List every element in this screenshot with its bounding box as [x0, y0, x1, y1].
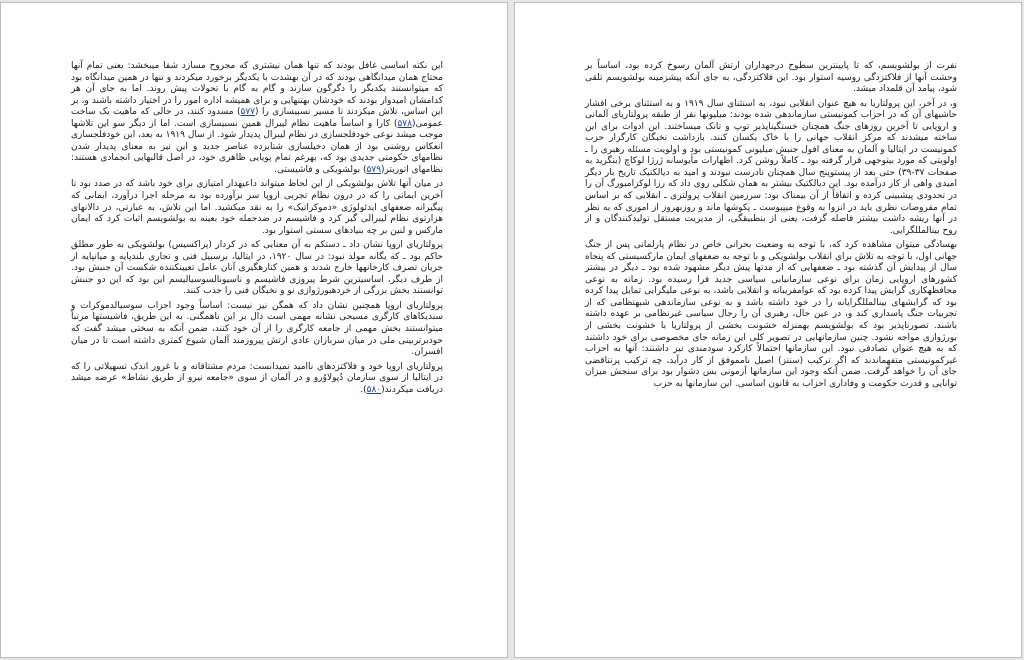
paragraph-text: ) مسدود کنند، در حالی که ماهیت یک ساخت عمومی(	[71, 107, 443, 129]
footnote-reference-link[interactable]: ۵۸۰	[366, 384, 382, 395]
paragraph-text: بهسادگی میتوان مشاهده کرد که، با توجه به وضعیت بحرانی خاص در نظام پارلمانی پس از جنگ جهانی اول، با توجه به تلاش برای انقلاب بولشویکی و با توجه به ضعفهای ایمان مارکسیستی که پنجاه سال از پیدایش آن گذشته بود ـ ضعفهایی که از مدتها پیش دیگر مشهود شده بود ـ دیگر در بیشتر کشورهای اروپایی زمان برای نوعی سازمانیابی سیاسی جدید فرا رسیده بود. زمانه به نوعی محافظهکاری گرایش پیدا کرده بود که عوامفریبانه و انقلابی باشد، به نوعی ملیگرایی تمایل پیدا کرده بود که گرایشهای بینالمللگرایانه را در خود داشته باشد و به نوعی سازماندهی شبهنظامی که از تجربیات جنگ پاسداری کند و، در عین حال، رهبری آن را رجال سیاسی غیرنظامی بر عهده داشته باشند. تصورناپذیر بود که بولشویسم بهمنزله خشونت بخشی از پرولتاریا با خشونت بخشی از بورژوازی مواجه نشود. چنین سازمانهایی در تصویر کلی این زمانه جای مخصوصی برای خود داشتند که به هیچ عنوان تصادفی نبود. این سازمانها احتمالاً کارکرد سودمندی نیز داشتند: آنها به احزاب غیرکمونیستی متفهماندند که اگر ترکیب (سنتز) اصیل نامموفق از کار درآید، چه ترکیب پرتناقضی جای آن را خواهد گرفت. ضمن آنکه وجود این سازمانها آزمونی بس دشوار بود برای سنجش میزان توانایی و قدرت حکومت و وفاداری احزاب به قانون اساسی. این سازمانها به حزب	[585, 240, 957, 389]
left-page-text	[71, 61, 443, 399]
paragraph	[71, 362, 443, 397]
paragraph-text: ) بولشویکی و فاشیستی.	[274, 164, 367, 175]
paragraph	[585, 61, 957, 96]
paragraph-text: ) کارا و اساساً ماهیت نظام لیبرال همین نسبیسازی است. اما از دیگر سو این تلاشها موجب میشد نوعی خودفلجسازی در نظام لیبرال پدیدار شود. از سال ۱۹۱۹ به بعد، این خودفلجسازی انعکاس روشنی بود از همان دخیلسازی شتابزده عناصر جدید و این نیز به معنای پدیدار شدن نظامهای حکومتی جدیدی بود که، بهرغم تمام پویایی ظاهری خود، در اصل قالبهایی انجمادی هستند: نظامهای اتوریتر(	[71, 118, 443, 175]
paragraph	[71, 179, 443, 237]
footnote-reference-link[interactable]: ۵۷۹	[366, 164, 382, 175]
paragraph	[71, 240, 443, 298]
paragraph	[71, 61, 443, 176]
paragraph-text: پرولتاریای اروپا خود و فلاکتزدهای ناامید نمیدانست: مردم مشتاقانه و با غرور اندک تسهیلاتی را که در ایتالیا از سوی سازمان دُپولاوُرو و در آلمان از سوی «جامعه نیرو از طریق نشاط» عرضه میشد دریافت میکردند(	[71, 361, 443, 395]
paragraph	[71, 301, 443, 359]
paragraph	[585, 99, 957, 238]
left-page	[0, 2, 508, 658]
paragraph-text: ).	[360, 384, 367, 395]
footnote-reference-link[interactable]: ۵۷۷	[240, 107, 256, 118]
paragraph-text: و، در آخر، این پرولتاریا به هیچ عنوان انقلابی نبود، به استثنای سال ۱۹۱۹ و به استثنای برخی اقشار حاشیهای آن که در احزاب کمونیستی سازماندهی شده بودند: میلیونها نفر از طبقه پرولتاریای آلمانی و اروپایی تا آخرین روزهای جنگ همچنان خستگیناپذیر توپ و تانک میساختند. این ادوات برای این ساخته میشدند که مرکز انقلاب جهانی را با خاک یکسان کنند. بازداشت نخبگان کارگزار حزب کمونیست در ایتالیا و آلمان به معنای افول جنبش میلیونی کمونیستی بود و اولویت مسئله رهبری را ـ اولویتی که مورد بیتوجهی قرار گرفته بود ـ کاملاً روشن کرد. اظهارات مأیوسانه ژرژا لوکاچ (بنگرید به صفحات ۳۷-۳۹) حتی بعد از پیستوپنج سال همچنان نادرست نبودند و امید به دیالکتیک تاریخ بار دیگر امیدی واهی از کار درآمده بود. این دیالکتیک بیشتر به همان شکلی روی داد که رزا لوکزامبورگ آن را در تحدودی پیشبینی کرده و اتفاقاً از آن بیمناک بود: سرزمین انقلاب پرولتری ـ انقلابی که بر اساس تمام مفروضات نظری باید در انزوا به وقوع میپیوست ـ پکوشها ماند و روزبهروز از اموری که به نظر در آنها ریشه داشت بیشتر فاصله گرفت، یعنی از بنطبیقگی، از مدیریت مستقل تولیدکنندگان و از روح بینالمللگرایی.	[585, 98, 957, 236]
paragraph-text: پرولتاریای اروپا نشان داد ـ دستکم به آن معنایی که در کردار (پراکسیس) بولشویکی به طور مطلق حاکم بود ـ که یگانه مولد نبود: در سال ۱۹۲۰، در ایتالیا، برسبیل فنی و تجاری بلندپایه و میانپایه از جریان تصرف کارخانهها خارج شدند و همین کنارهگیری آنان عامل تعیینکننده شکست آن جنبش بود. از طرف دیگر، اساسیترین شرط پیروزی فاشیسم و ناسیونالسوسیالیسم این بود که این دو جنبش توانستند بخش بزرگی از خردهبورژوازی نو و نخبگان فنی را جذب کنند.	[71, 240, 443, 297]
paragraph-text: این نکته اساسی غافل بودند که تنها همان نیشتری که مجروح مسازد شفا میبخشد: یعنی تمام آنها محتاج همان میدانگاهی بودند که در آن بهشدت با یکدیگر برخورد میکردند و تنها در همین میدانگاه بود که میتوانستند یکدیگر را دگرگون سازند و گام به گام با تحولات پیش روند. اما به جای آن هر کدامشان امیدوار بودند که خودشان بهتنهایی و برای همیشه اداره امور را در اختیار داشته باشند و، بر این اساس، تلاش میکردند تا مسیر نسبیسازی را (	[71, 61, 443, 118]
right-page	[514, 2, 1022, 658]
footnote-reference-link[interactable]: ۵۷۸	[397, 118, 412, 129]
paragraph-text: پرولتاریای اروپا همچنین نشان داد که همگن نیز نیست: اساساً وجود احزاب سوسیالدموکرات و سندیکاهای کارگری مسیحی نشانه مهمی است دال بر این ناهمگنی. به این طریق، فاشیستها مرتباً میتوانستند بخش مهمی از جامعه کارگری را از آن خود کنند، ضمن آنکه به سختی میشد گفت که خودبرتربینی ملی در میان سربازان عادی ارتش پیروزمند آلمان شیوع کمتری داشته است تا در میان افسران.	[71, 300, 443, 358]
paragraph-text: نفرت از بولشویسم، که تا پایینترین سطوح درجهداران ارتش آلمان رسوخ کرده بود، اساساً بر وحشت آنها از فلاکتزدگی روسیه استوار بود. این فلاکتزدگی، به جای آنکه پیشزمینه بولشویسم تلقی شود، پیامد آن قلمداد میشد.	[585, 61, 957, 95]
paragraph-text: در میان آنها تلاش بولشویکی از این لحاظ میتواند داعیهدار امتیازی برای خود باشد که در صدد بود تا آخرین ایمانی را که در درون نظام تجربی اروپا سر برآورده بود به مرحله اجرا درآورد، ایمانی که پیگیرانه ضعفهای ایدئولوژی «دموکراتیک» را به نقد میکشید. اما این تلاش، به عبارتی، در دالانهای هزارتوی نظام لیبرالی گیر کرد و فاشیسم در ضدحمله خود بعینه به بولشویسم اثبات کرد که ایمان مارکس و لنین بر چه بنیادهای سستی استوار بود.	[71, 179, 443, 236]
paragraph	[585, 240, 957, 390]
right-page-text	[585, 61, 957, 393]
